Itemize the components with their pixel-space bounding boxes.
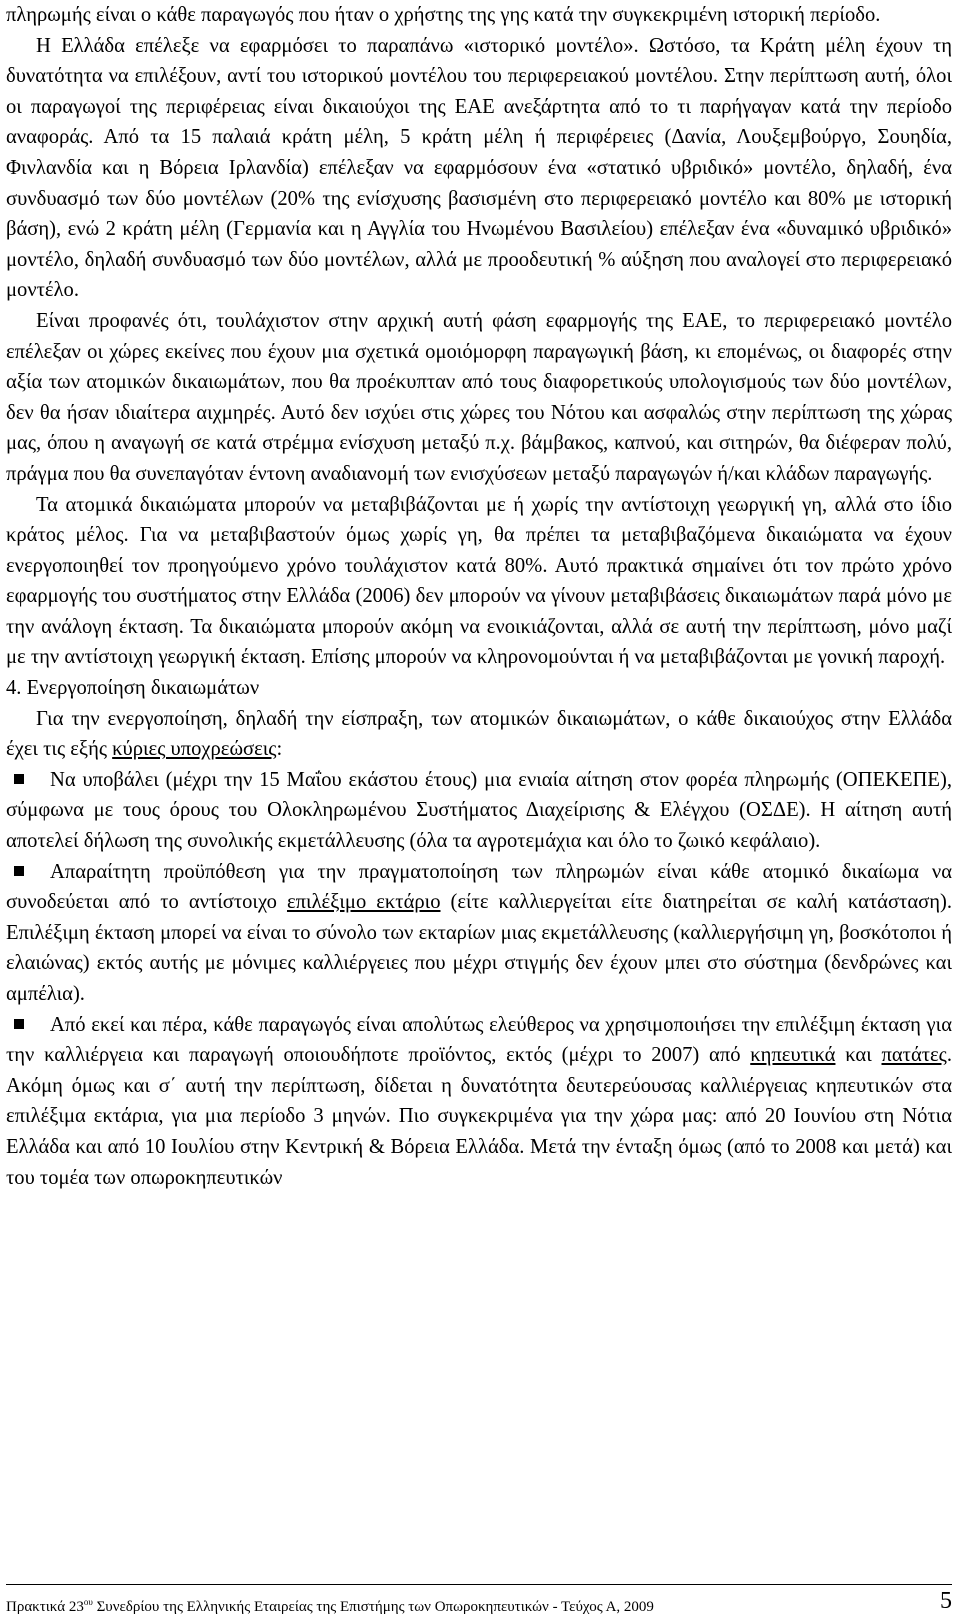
bullet-1-text: Να υποβάλει (μέχρι την 15 Μαΐου εκάστου έτους) μια ενιαία αίτηση στον φορέα πληρωμής (ΟΠΕΚΕΠΕ), σύμφωνα με τους όρους του Ολοκληρωμένου Συστήματος Διαχείρισης & Ελέγχου (ΟΣΔΕ). Η αίτηση αυτή αποτελεί δήλωση της συνολικής εκμετάλλευσης (όλα τα αγροτεμάχια και όλο το ζωικό κεφάλαιο).: [6, 768, 952, 853]
intro-text: Για την ενεργοποίηση, δηλαδή την είσπραξη, των ατομικών δικαιωμάτων, ο κάθε δικαιούχος στην Ελλάδα έχει τις εξής: [6, 707, 952, 761]
paragraph-4: Τα ατομικά δικαιώματα μπορούν να μεταβιβάζονται με ή χωρίς την αντίστοιχη γεωργική γη, αλλά στο ίδιο κράτος μέλος. Για να μεταβιβαστούν όμως χωρίς γη, θα πρέπει τα μεταβιβαζόμενα δικαιώματα να έχουν ενεργοποιηθεί τον προηγούμενο χρόνο τουλάχιστον κατά 80%. Αυτό πρακτικά σημαίνει ότι τον πρώτο χρόνο εφαρμογής του συστήματος στην Ελλάδα (2006) δεν μπορούν να γίνουν μεταβιβάσεις δικαιωμάτων παρά μόνο με την ανάλογη έκταση. Τα δικαιώματα μπορούν ακόμη να ενοικιάζονται, αλλά σε αυτή την περίπτωση, μόνο μαζί με την αντίστοιχη γεωργική έκταση. Επίσης μπορούν να κληρονομούνται ή να μεταβιβάζονται με γονική παροχή.: [6, 493, 952, 669]
footer-citation-end: Συνεδρίου της Ελληνικής Εταιρείας της Επιστήμης των Οπωροκηπευτικών - Τεύχος Α, 2009: [92, 1599, 654, 1615]
bullet-item-3: [6, 1010, 952, 1194]
bullet-item-2: [6, 857, 952, 1010]
square-bullet-icon: [14, 1019, 24, 1029]
bullet-3-text-rest: . Ακόμη όμως και σ΄ αυτή την περίπτωση, δίδεται η δυνατότητα δευτερεύουσας καλλιέργειας κηπευτικών στα επιλέξιμα εκτάρια, για μια περίοδο 3 μηνών. Πιο συγκεκριμένα για την χώρα μας: από 20 Ιουνίου στη Νότια Ελλάδα και από 10 Ιουλίου στην Κεντρική & Βόρεια Ελλάδα. Μετά την ένταξη όμως (από το 2008 και μετά) και του τομέα των οπωροκηπευτικών: [6, 1044, 952, 1189]
footer-citation-start: Πρακτικά 23: [6, 1599, 84, 1615]
page-number: 5: [940, 1588, 952, 1614]
footer-divider: [6, 1584, 952, 1585]
page-footer: [6, 1588, 952, 1618]
body-text: [6, 0, 952, 1193]
bullet-2-text: Απαραίτητη προϋπόθεση για την πραγματοποίηση των πληρωμών είναι κάθε ατομικό δικαίωμα να συνοδεύεται από το αντίστοιχο: [6, 860, 952, 914]
paragraph-2: Η Ελλάδα επέλεξε να εφαρμόσει το παραπάνω «ιστορικό μοντέλο». Ωστόσο, τα Κράτη μέλη έχουν τη δυνατότητα να επιλέξουν, αντί του ιστορικού μοντέλου του περιφερειακού μοντέλου. Στην περίπτωση αυτή, όλοι οι παραγωγοί της περιφέρειας είναι δικαιούχοι της ΕΑΕ ανεξάρτητα από το τι παρήγαγαν κατά την περίοδο αναφοράς. Από τα 15 παλαιά κράτη μέλη, 5 κράτη μέλη ή περιφέρειες (Δανία, Λουξεμβούργο, Σουηδία, Φινλανδία και η Βόρεια Ιρλανδία) επέλεξαν να εφαρμόσουν ένα «στατικό υβριδικό» μοντέλο, δηλαδή, ένα συνδυασμό των δύο μοντέλων (20% της ενίσχυσης βασισμένη στο περιφερειακό μοντέλο και 80% με ιστορική βάση), ενώ 2 κράτη μέλη (Γερμανία και η Αγγλία του Ηνωμένου Βασιλείου) επέλεξαν ένα «δυναμικό υβριδικό» μοντέλο, δηλαδή συνδυασμό των δύο μοντέλων, αλλά με προοδευτική % αύξηση που αναλογεί στο περιφερειακό μοντέλο.: [6, 34, 952, 302]
section-heading: 4. Ενεργοποίηση δικαιωμάτων: [6, 677, 260, 700]
paragraph-3: Είναι προφανές ότι, τουλάχιστον στην αρχική αυτή φάση εφαρμογής της ΕΑΕ, το περιφερειακό μοντέλο επέλεξαν οι χώρες εκείνες που έχουν μια σχετικά ομοιόμορφη παραγωγική βάση, κι επομένως, οι διαφορές στην αξία των ατομικών δικαιωμάτων, που θα προέκυπταν από τους διαφορετικούς υπολογισμούς των δύο μοντέλων, δεν θα ήσαν ιδιαίτερα αιχμηρές. Αυτό δεν ισχύει στις χώρες του Νότου και ασφαλώς στην περίπτωση της χώρας μας, όπου η αναγωγή σε κατά στρέμμα ενίσχυση μεταξύ π.χ. βάμβακος, καπνού, και σιτηρών, θα διέφεραν πολύ, πράγμα που θα συνεπαγόταν έντονη αναδιανομή των ενισχύσεων μεταξύ παραγωγών ή/και κλάδων παραγωγής.: [6, 309, 952, 485]
bullet-2-underlined-term: επιλέξιμο εκτάριο: [286, 891, 441, 914]
bullet-3-text: Από εκεί και πέρα, κάθε παραγωγός είναι απολύτως ελεύθερος να χρησιμοποιήσει την επιλέξιμη έκταση για την καλλιέργεια και παραγωγή οποιουδήποτε προϊόντος, εκτός (μέχρι το 2007) από: [6, 1013, 952, 1067]
square-bullet-icon: [14, 774, 24, 784]
bullet-2-text-rest: (είτε καλλιεργείται είτε διατηρείται σε καλή κατάσταση). Επιλέξιμη έκταση μπορεί να είναι το σύνολο των εκταρίων μιας εκμετάλλευσης (καλλιεργήσιμη γη, βοσκότοποι ή ελαιώνας) εκτός αυτής με μόνιμες καλλιέργειες που μέχρι στιγμής δεν έχουν μπει στο σύστημα (δενδρώνες και αμπέλια).: [6, 891, 953, 1005]
bullet-3-conjunction: και: [835, 1044, 882, 1067]
bullet-3-underlined-term-2: πατάτες: [881, 1044, 947, 1067]
footer-citation: [6, 1597, 654, 1616]
obligations-intro: [6, 704, 952, 765]
bullet-3-underlined-term-1: κηπευτικά: [750, 1044, 836, 1067]
square-bullet-icon: [14, 866, 24, 876]
footer-ordinal-suffix: ου: [83, 1597, 93, 1607]
intro-underlined-term: κύριες υποχρεώσεις: [112, 738, 277, 761]
bullet-item-1: [6, 765, 952, 857]
intro-colon: :: [276, 738, 283, 761]
paragraph-1: πληρωμής είναι ο κάθε παραγωγός που ήταν ο χρήστης της γης κατά την συγκεκριμένη ιστορική περίοδο.: [6, 4, 881, 26]
